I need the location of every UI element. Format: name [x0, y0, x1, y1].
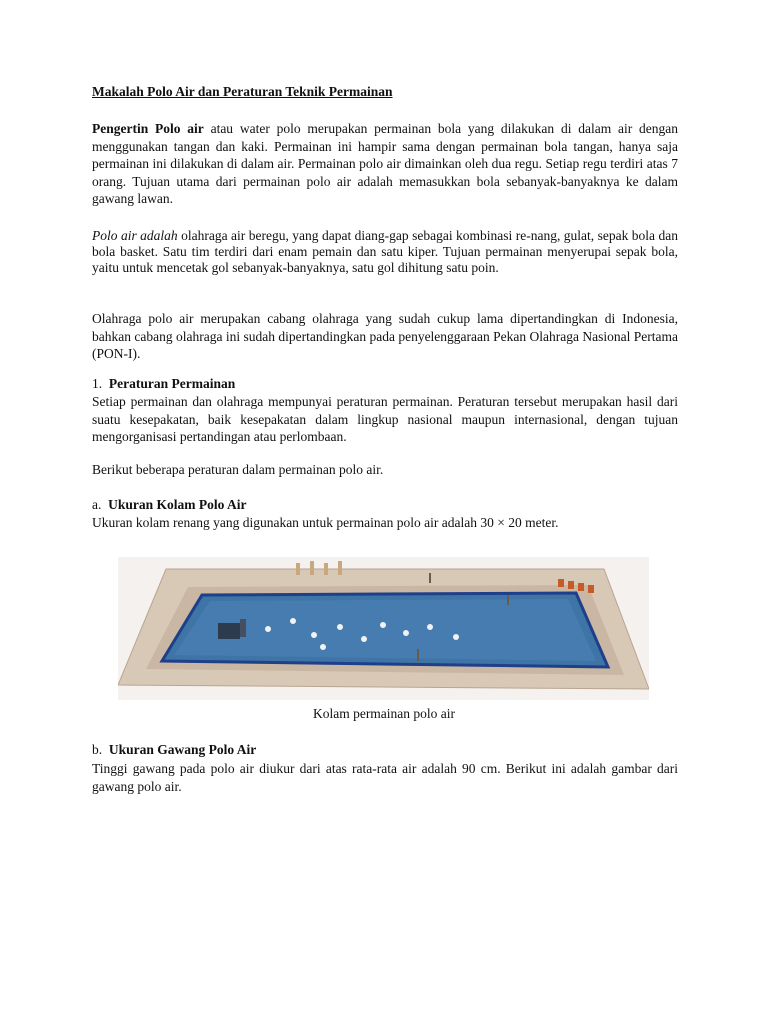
section-title: Peraturan Permainan: [108, 376, 236, 391]
paragraph-goal-height: Tinggi gawang pada polo air diukur dari atas rata-rata air adalah 90 cm. Berikut ini adalah gambar dari gawang polo air.: [92, 761, 678, 794]
subheading-a: [92, 497, 247, 513]
polo-air-lead: Polo air adalah: [92, 228, 178, 243]
paragraph-history: Olahraga polo air merupakan cabang olahraga yang sudah cukup lama dipertandingkan di Indonesia, bahkan cabang olahraga ini sudah dipertandingkan pada penyelenggaraan Pekan Olahraga Nasional Pertama (PON-I).: [92, 311, 678, 361]
pool-illustration: [118, 557, 649, 700]
section-heading-1: [92, 376, 235, 392]
definition-text: atau water polo merupakan permainan bola yang dilakukan di dalam air dengan menggunakan tangan dan kaki. Permainan ini hampir sama dengan permainan bola tangan, hanya saja permainan ini dilakukan di dalam air. Permainan polo air dimainkan oleh dua regu. Setiap regu terdiri atas 7 orang. Tujuan utama dari permainan polo air adalah memasukkan bola sebanyak-banyaknya ke dalam gawang lawan.: [92, 121, 678, 206]
paragraph-definition: [92, 120, 678, 208]
paragraph-pool-size: Ukuran kolam renang yang digunakan untuk permainan polo air adalah 30 × 20 meter.: [92, 515, 559, 530]
subheading-b: [92, 742, 256, 758]
definition-lead: Pengertin Polo air: [92, 121, 204, 136]
subheading-b-letter: b.: [92, 742, 103, 757]
paragraph-rules-list-intro: Berikut beberapa peraturan dalam permainan polo air.: [92, 462, 384, 477]
subheading-a-letter: a.: [92, 497, 102, 512]
paragraph-rules-intro: Setiap permainan dan olahraga mempunyai peraturan permainan. Peraturan tersebut merupakan hasil dari suatu kesepakatan, baik kesepakatan dalam lingkup nasional maupun internasional, dengan tujuan mengorganisasi pertandingan atau perlombaan.: [92, 394, 678, 444]
document-title: Makalah Polo Air dan Peraturan Teknik Permainan: [92, 84, 393, 99]
subheading-a-title: Ukuran Kolam Polo Air: [108, 497, 247, 512]
subheading-b-title: Ukuran Gawang Polo Air: [108, 742, 257, 757]
paragraph-polo-air-adalah: [92, 228, 678, 276]
polo-air-text: olahraga air beregu, yang dapat diang-gap sebagai kombinasi re-nang, gulat, sepak bola dan bola basket. Satu tim terdiri dari enam pemain dan satu kiper. Tujuan permainan menyerupai sepak bola, yaitu untuk mencetak gol sebanyak-banyaknya, satu gol dihitung satu poin.: [92, 228, 678, 275]
section-number: 1.: [92, 376, 103, 391]
figure-caption: Kolam permainan polo air: [312, 706, 456, 721]
